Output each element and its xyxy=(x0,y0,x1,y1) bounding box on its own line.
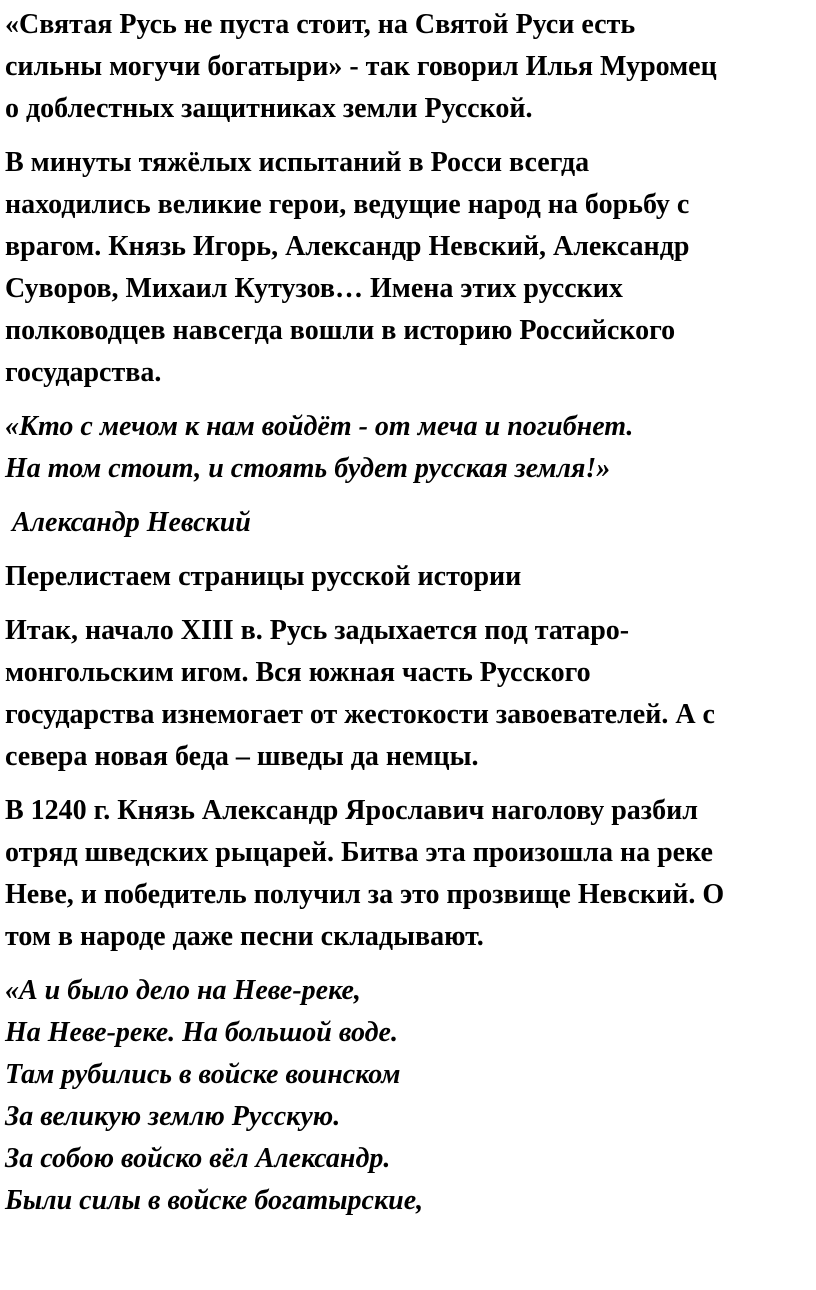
quote-line: «Кто с мечом к нам войдёт - от меча и погибнет. xyxy=(5,411,634,442)
quote-line: На том стоит, и стоять будет русская земля!» xyxy=(5,453,611,484)
paragraph-xiii-century xyxy=(5,610,802,778)
text-line: государства изнемогает от жестокости завоевателей. А с xyxy=(5,699,715,730)
poem-line: На Неве-реке. На большой воде. xyxy=(5,1017,398,1048)
text-line: В 1240 г. Князь Александр Ярославич наголову разбил xyxy=(5,795,698,826)
author-line: Александр Невский xyxy=(5,507,251,538)
poem-line: Были силы в войске богатырские, xyxy=(5,1185,424,1216)
text-line: монгольским игом. Вся южная часть Русского xyxy=(5,657,591,688)
section-heading xyxy=(5,556,802,598)
text-line: Итак, начало XIII в. Русь задыхается под татаро- xyxy=(5,615,630,646)
heading-line: Перелистаем страницы русской истории xyxy=(5,561,522,592)
text-line: государства. xyxy=(5,357,162,388)
text-line: В минуты тяжёлых испытаний в Росси всегда xyxy=(5,147,590,178)
text-line: том в народе даже песни складывают. xyxy=(5,921,484,952)
poem-line: За великую землю Русскую. xyxy=(5,1101,341,1132)
text-line: севера новая беда – шведы да немцы. xyxy=(5,741,479,772)
text-line: о доблестных защитниках земли Русской. xyxy=(5,93,533,124)
quote-nevsky xyxy=(5,406,802,490)
paragraph-1240 xyxy=(5,790,802,958)
text-line: Неве, и победитель получил за это прозвище Невский. О xyxy=(5,879,725,910)
paragraph-heroes xyxy=(5,142,802,394)
poem-line: Там рубились в войске воинском xyxy=(5,1059,401,1090)
text-line: сильны могучи богатыри» - так говорил Илья Муромец xyxy=(5,51,717,82)
poem-line: За собою войско вёл Александр. xyxy=(5,1143,391,1174)
poem-line: «А и было дело на Неве-реке, xyxy=(5,975,361,1006)
quote-author xyxy=(5,502,802,544)
text-line: находились великие герои, ведущие народ на борьбу с xyxy=(5,189,690,220)
text-line: «Святая Русь не пуста стоит, на Святой Руси есть xyxy=(5,9,636,40)
paragraph-intro xyxy=(5,4,802,130)
text-line: полководцев навсегда вошли в историю Российского xyxy=(5,315,676,346)
text-line: отряд шведских рыцарей. Битва эта произошла на реке xyxy=(5,837,713,868)
text-line: Суворов, Михаил Кутузов… Имена этих русских xyxy=(5,273,623,304)
text-line: врагом. Князь Игорь, Александр Невский, Александр xyxy=(5,231,690,262)
poem-neva xyxy=(5,970,802,1222)
